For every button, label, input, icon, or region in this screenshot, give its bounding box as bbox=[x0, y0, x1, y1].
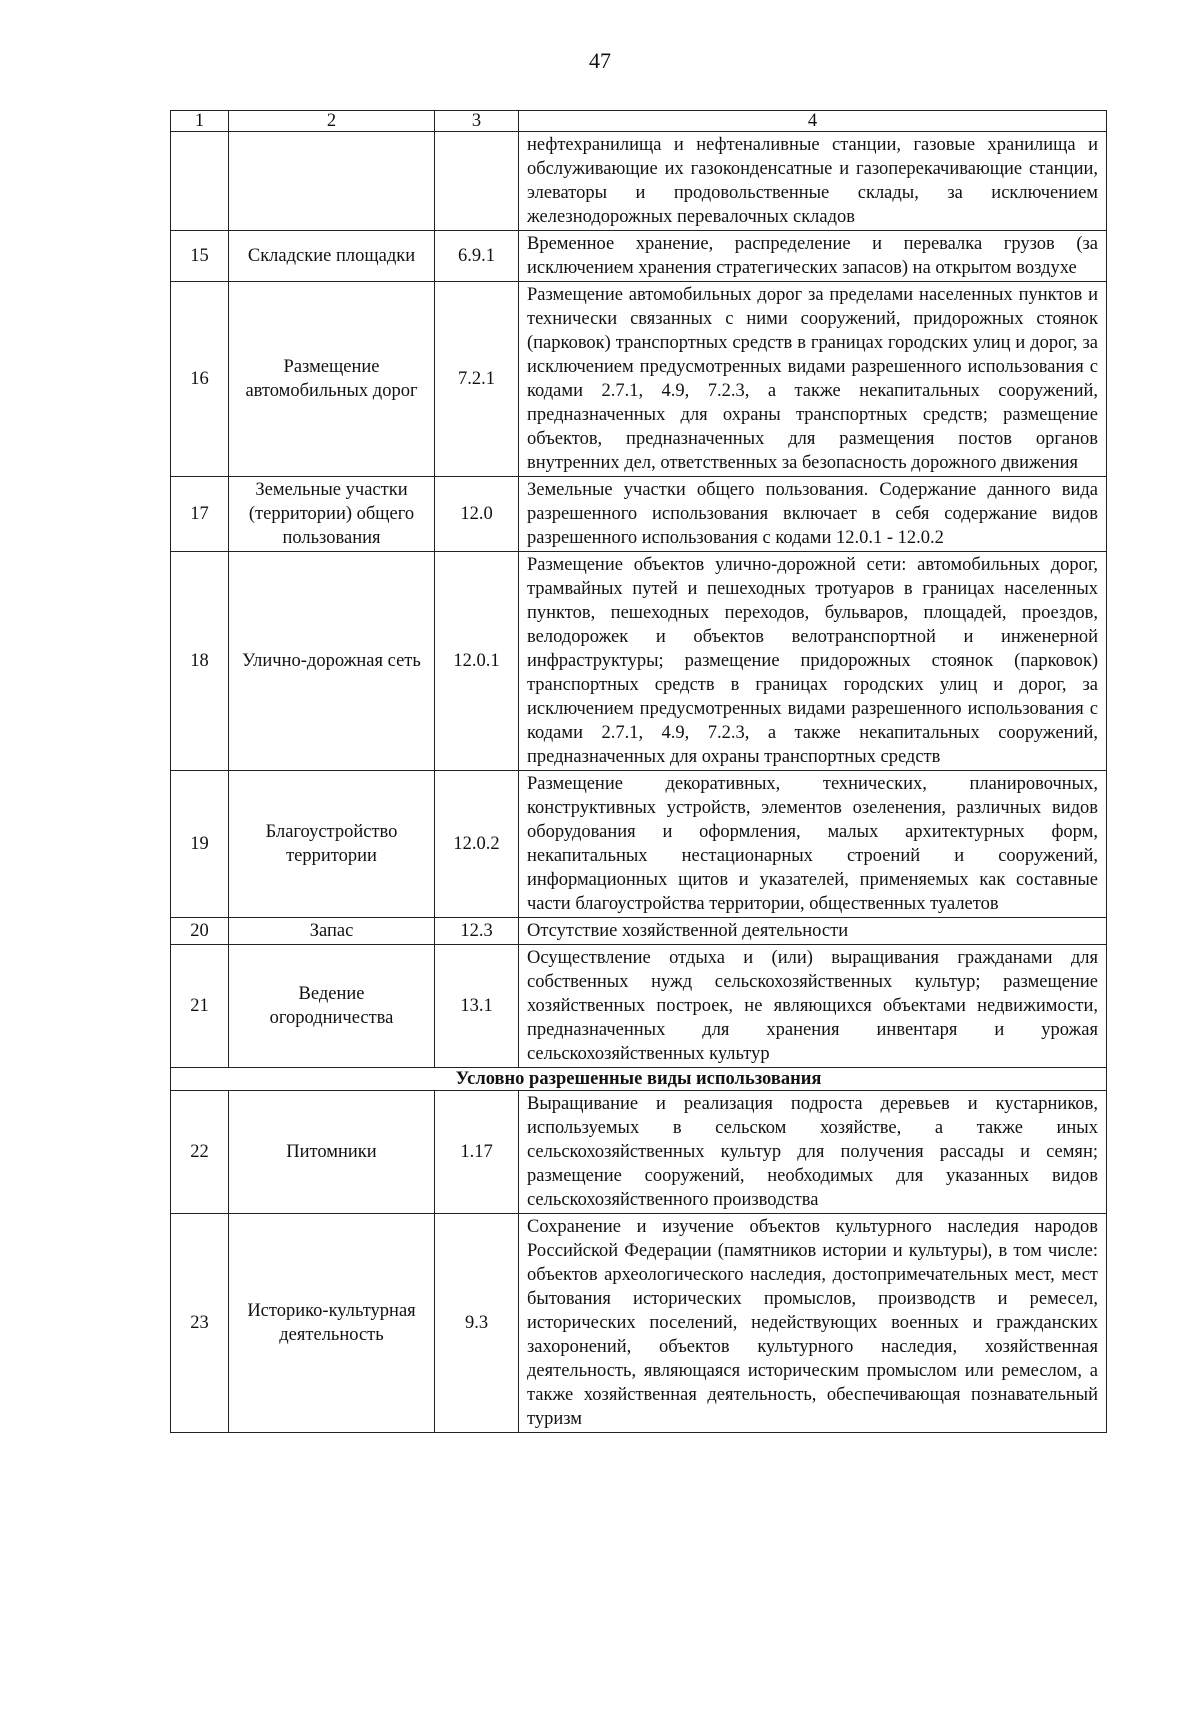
table-row bbox=[171, 231, 1107, 282]
table-row bbox=[171, 552, 1107, 771]
table-row bbox=[171, 477, 1107, 552]
use-description-cell: Земельные участки общего пользования. Содержание данного вида разрешенного использования включает в себя содержание видов разрешенного использования с кодами 12.0.1 - 12.0.2 bbox=[519, 477, 1107, 552]
use-code-cell bbox=[435, 132, 519, 231]
table-row bbox=[171, 771, 1107, 918]
row-number-cell bbox=[171, 132, 229, 231]
land-use-table bbox=[170, 110, 1107, 1433]
page-number: 47 bbox=[589, 48, 611, 73]
row-number-cell: 16 bbox=[171, 282, 229, 477]
column-header: 1 bbox=[171, 111, 229, 132]
table-row bbox=[171, 918, 1107, 945]
use-description-cell: Размещение объектов улично-дорожной сети: автомобильных дорог, трамвайных путей и пешеходных тротуаров в границах населенных пунктов, пешеходных переходов, бульваров, площадей, проездов, велодорожек и объектов велотранспортной и инженерной инфраструктуры; размещение придорожных стоянок (парковок) транспортных средств в границах городских улиц и дорог, за исключением предусмотренных видами разрешенного использования с кодами 2.7.1, 4.9, 7.2.3, а также некапитальных сооружений, предназначенных для охраны транспортных средств bbox=[519, 552, 1107, 771]
section-row bbox=[171, 1068, 1107, 1091]
use-name-cell: Запас bbox=[229, 918, 435, 945]
row-number-cell: 15 bbox=[171, 231, 229, 282]
main-rows bbox=[171, 231, 1107, 1068]
continuation-row bbox=[171, 132, 1107, 231]
section-title: Условно разрешенные виды использования bbox=[171, 1068, 1107, 1091]
use-code-cell: 12.0.2 bbox=[435, 771, 519, 918]
table-row bbox=[171, 1091, 1107, 1214]
use-description-cell: Размещение декоративных, технических, планировочных, конструктивных устройств, элементов озеленения, различных видов оборудования и оформления, малых архитектурных форм, некапитальных нестационарных строений и сооружений, информационных щитов и указателей, применяемых как составные части благоустройства территории, общественных туалетов bbox=[519, 771, 1107, 918]
use-code-cell: 12.0 bbox=[435, 477, 519, 552]
column-header: 4 bbox=[519, 111, 1107, 132]
table-row bbox=[171, 945, 1107, 1068]
row-number-cell: 21 bbox=[171, 945, 229, 1068]
use-description-cell: Осуществление отдыха и (или) выращивания гражданами для собственных нужд сельскохозяйственных культур; размещение хозяйственных построек, не являющихся объектами недвижимости, предназначенных для хранения инвентаря и урожая сельскохозяйственных культур bbox=[519, 945, 1107, 1068]
row-number-cell: 19 bbox=[171, 771, 229, 918]
use-description-cell: нефтехранилища и нефтеналивные станции, газовые хранилища и обслуживающие их газоконденсатные и газоперекачивающие станции, элеваторы и продовольственные склады, за исключением железнодорожных перевалочных складов bbox=[519, 132, 1107, 231]
use-name-cell: Питомники bbox=[229, 1091, 435, 1214]
row-number-cell: 20 bbox=[171, 918, 229, 945]
use-code-cell: 9.3 bbox=[435, 1214, 519, 1433]
use-description-cell: Отсутствие хозяйственной деятельности bbox=[519, 918, 1107, 945]
column-header: 3 bbox=[435, 111, 519, 132]
use-code-cell: 12.0.1 bbox=[435, 552, 519, 771]
table-row bbox=[171, 282, 1107, 477]
row-number-cell: 23 bbox=[171, 1214, 229, 1433]
use-name-cell: Историко-культурная деятельность bbox=[229, 1214, 435, 1433]
use-description-cell: Размещение автомобильных дорог за пределами населенных пунктов и технически связанных с ними сооружений, придорожных стоянок (парковок) транспортных средств в границах городских улиц и дорог, за исключением предусмотренных видами разрешенного использования с кодами 2.7.1, 4.9, 7.2.3, а также некапитальных сооружений, предназначенных для охраны транспортных средств; размещение объектов, предназначенных для размещения постов органов внутренних дел, ответственных за безопасность дорожного движения bbox=[519, 282, 1107, 477]
use-name-cell: Благоустройство территории bbox=[229, 771, 435, 918]
use-name-cell: Складские площадки bbox=[229, 231, 435, 282]
use-code-cell: 7.2.1 bbox=[435, 282, 519, 477]
column-header: 2 bbox=[229, 111, 435, 132]
use-description-cell: Временное хранение, распределение и перевалка грузов (за исключением хранения стратегических запасов) на открытом воздухе bbox=[519, 231, 1107, 282]
use-name-cell: Ведение огородничества bbox=[229, 945, 435, 1068]
use-description-cell: Выращивание и реализация подроста деревьев и кустарников, используемых в сельском хозяйстве, а также иных сельскохозяйственных культур для получения рассады и семян; размещение сооружений, необходимых для указанных видов сельскохозяйственного производства bbox=[519, 1091, 1107, 1214]
use-name-cell: Размещение автомобильных дорог bbox=[229, 282, 435, 477]
row-number-cell: 22 bbox=[171, 1091, 229, 1214]
use-description-cell: Сохранение и изучение объектов культурного наследия народов Российской Федерации (памятников истории и культуры), в том числе: объектов археологического наследия, достопримечательных мест, мест бытования исторических промыслов, производств и ремесел, исторических поселений, недействующих военных и гражданских захоронений, объектов культурного наследия, хозяйственная деятельность, являющаяся историческим промыслом или ремеслом, а также хозяйственная деятельность, обеспечивающая познавательный туризм bbox=[519, 1214, 1107, 1433]
table-row bbox=[171, 1214, 1107, 1433]
use-code-cell: 1.17 bbox=[435, 1091, 519, 1214]
row-number-cell: 18 bbox=[171, 552, 229, 771]
conditional-rows bbox=[171, 1091, 1107, 1433]
use-code-cell: 6.9.1 bbox=[435, 231, 519, 282]
use-code-cell: 12.3 bbox=[435, 918, 519, 945]
table-header-row bbox=[171, 111, 1107, 132]
use-code-cell: 13.1 bbox=[435, 945, 519, 1068]
row-number-cell: 17 bbox=[171, 477, 229, 552]
use-name-cell: Земельные участки (территории) общего пользования bbox=[229, 477, 435, 552]
use-name-cell: Улично-дорожная сеть bbox=[229, 552, 435, 771]
use-name-cell bbox=[229, 132, 435, 231]
